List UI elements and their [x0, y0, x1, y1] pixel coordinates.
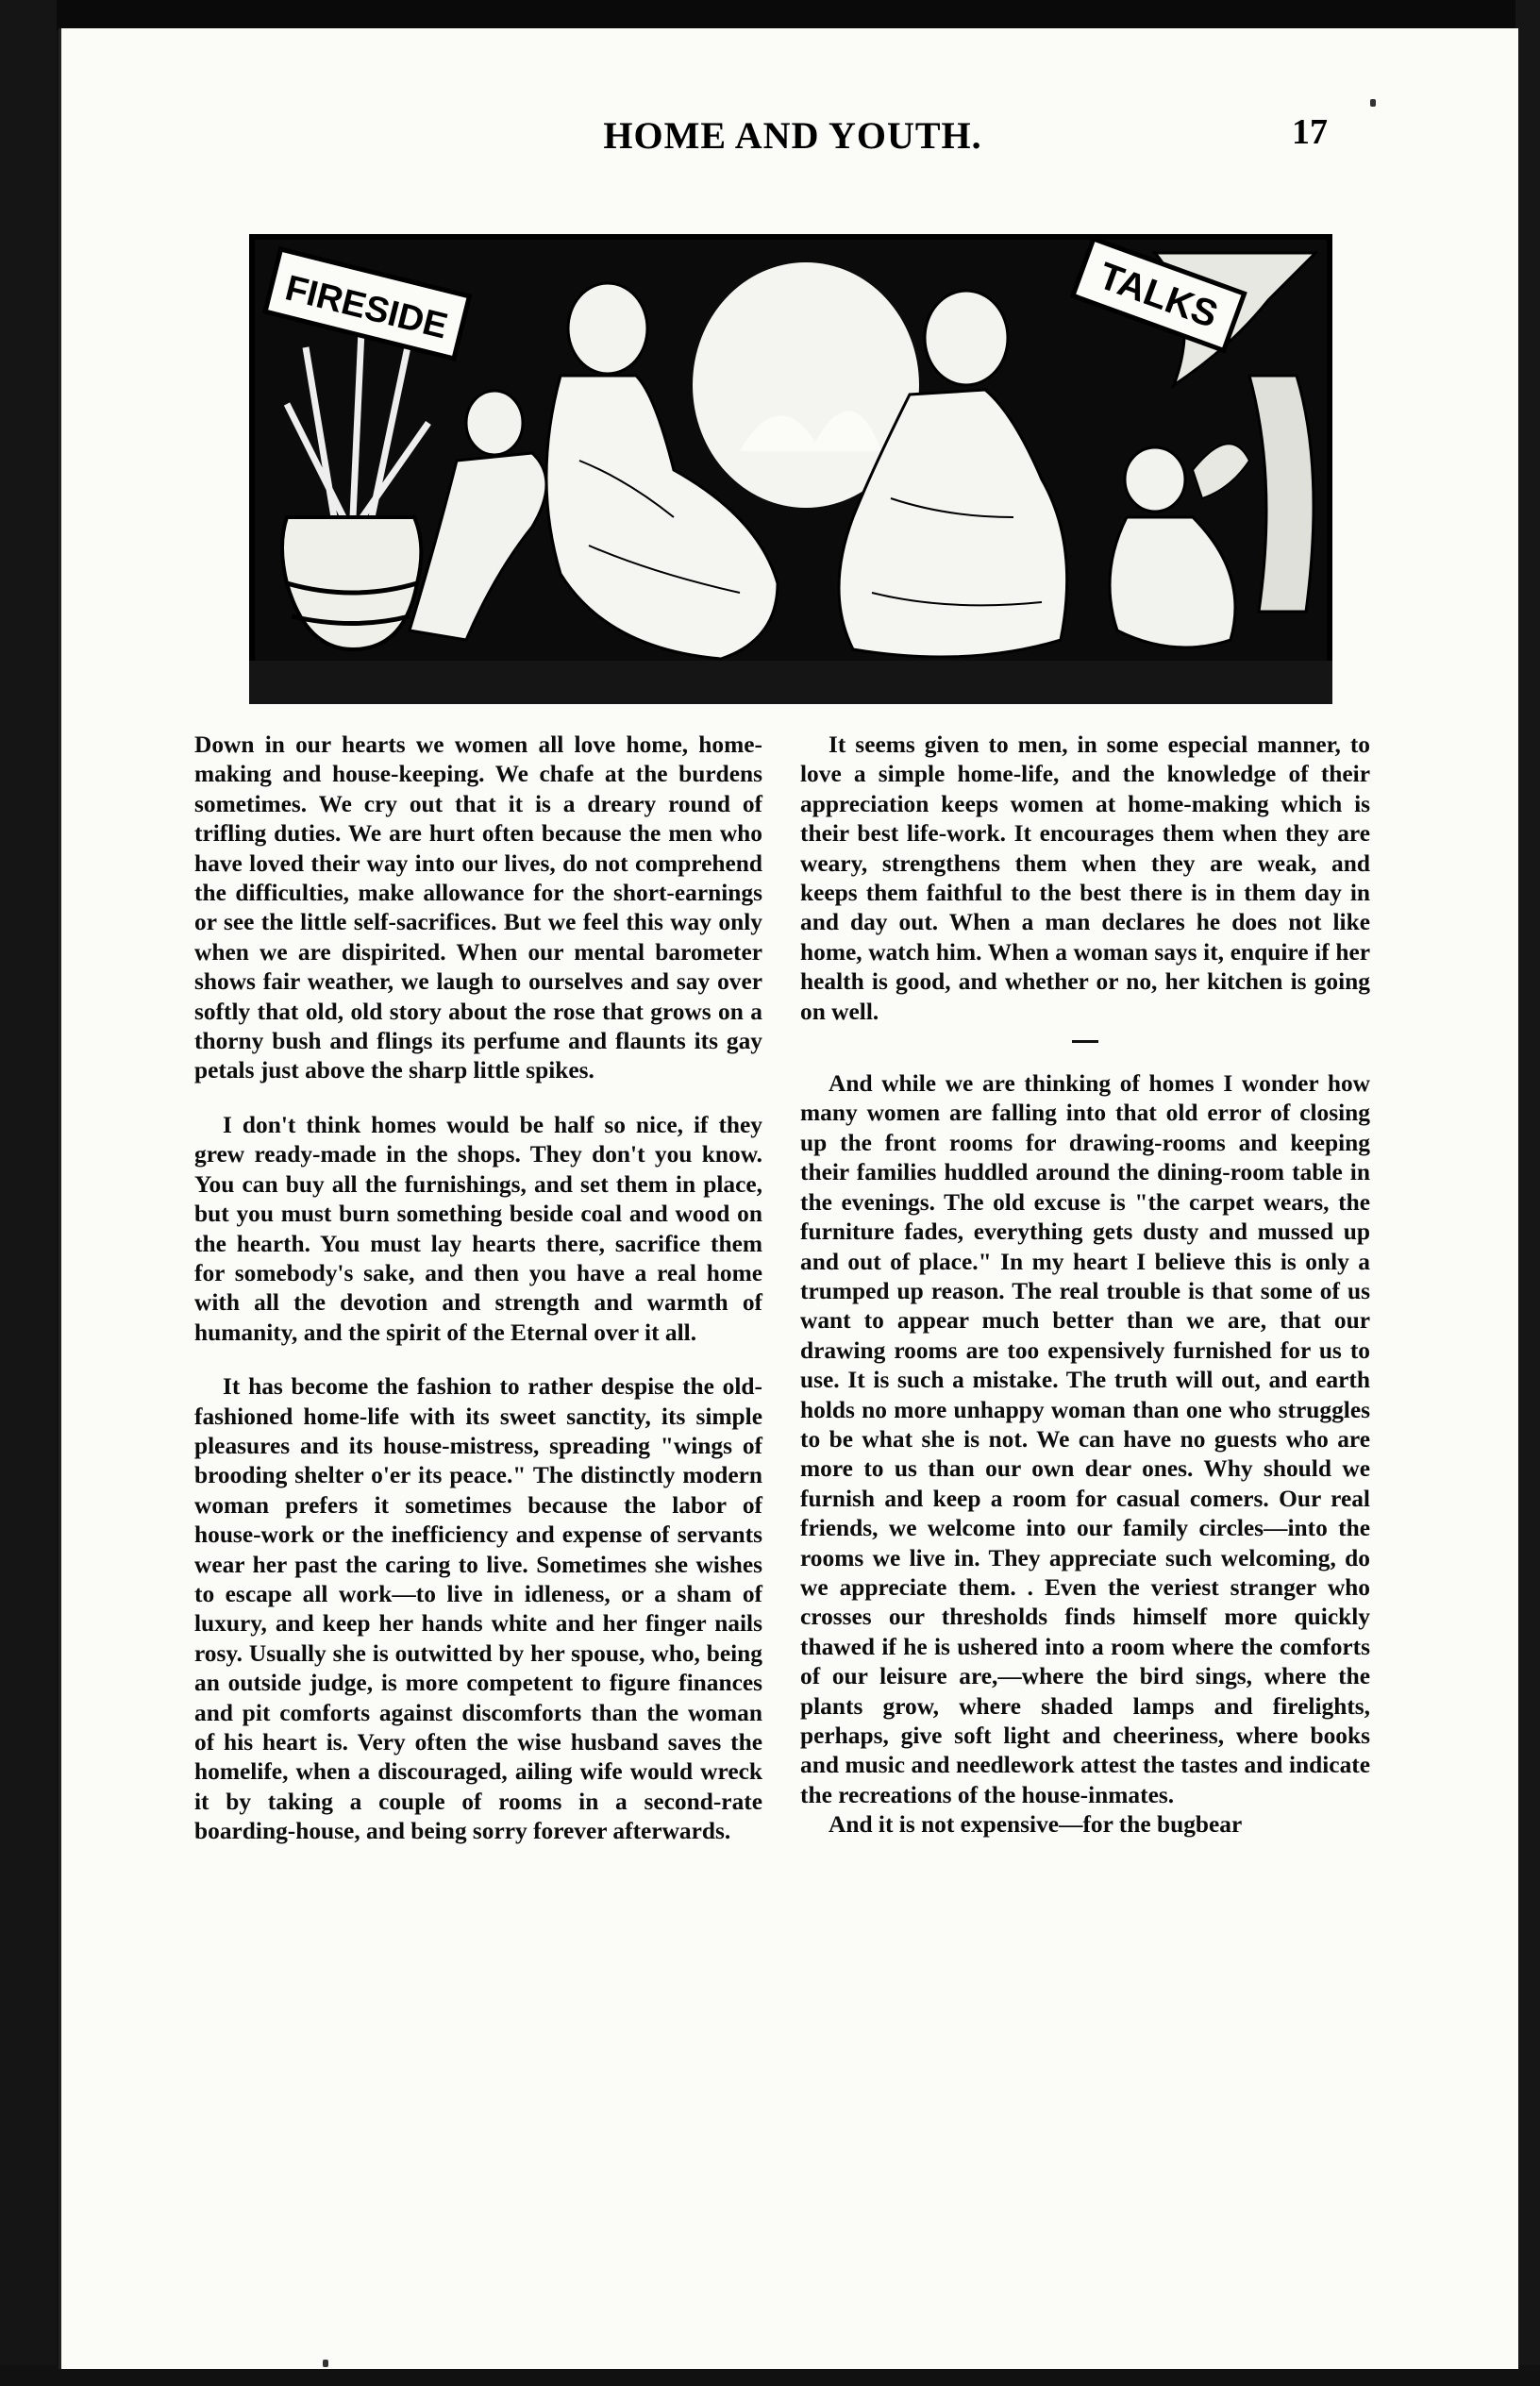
scan-speck	[1370, 99, 1376, 107]
right-column	[800, 731, 1370, 1865]
fireside-talks-illustration	[249, 234, 1332, 704]
talks-sign-text: TALKS	[1093, 255, 1224, 337]
right-paragraph-3: And it is not expensive—for the bugbear	[829, 1811, 1243, 1839]
right-paragraph-2: And while we are thinking of homes I wonder how many women are falling into that old error of closing up the front rooms for drawing-rooms and keeping their families huddled around the dining-room table in the evenings. The old excuse is "the carpet wears, the furniture fades, everything gets dusty and mussed up and out of place." In my heart I believe this is only a trumped up reason. The real trouble is that some of us want to appear much better than we are, that our drawing rooms are too expensively furnished for us to use. It is such a mistake. The truth will out, and earth holds no more unhappy woman than one who struggles to be what she is not. We can have no guests who are more to us than our own dear ones. Why should we furnish and keep a room for casual comers. Our real friends, we welcome into our family circles—into the rooms we live in. They appreciate such welcoming, do we appreciate them. . Even the veriest stranger who crosses our thresholds finds himself more quickly thawed if he is ushered into a room where the comforts of our leisure are,—where the bird sings, where the plants grow, where shaded lamps and firelights, perhaps, give soft light and cheeriness, where books and music and needlework attest the tastes and indicate the recreations of the house-inmates.	[800, 1070, 1370, 1808]
right-paragraph-1: It seems given to men, in some especial manner, to love a simple home-life, and the knowledge of their appreciation keeps women at home-making which is their best life-work. It encourages them when they are weary, strengthens them when they are weak, and keeps them faithful to the best there is in them day in and day out. When a man declares he does not like home, watch him. When a woman says it, enquire if her health is good, and whether or no, her kitchen is going on well.	[800, 731, 1370, 1025]
scan-top-border	[0, 0, 1540, 30]
section-divider	[1072, 1040, 1098, 1043]
running-header: HOME AND YOUTH.	[603, 114, 982, 157]
left-paragraph-3: It has become the fashion to rather despise the old-fashioned home-life with its sweet sanctity, its simple pleasures and its house-mistress, spreading "wings of brooding shelter o'er its peace." The distinctly modern woman prefers it sometimes because the labor of house-work or the inefficiency and expense of servants wear her past the caring to live. Sometimes she wishes to escape all work—to live in idleness, or a sham of luxury, and keep her hands white and her finger nails rosy. Usually she is outwitted by her spouse, who, being an outside judge, is more competent to figure finances and pit comforts against discomforts than the woman of his heart is. Very often the wise husband saves the homelife, when a discouraged, ailing wife would wreck it by taking a couple of rooms in a second-rate boarding-house, and being sorry forever afterwards.	[194, 1373, 762, 1845]
fireside-sign-text: FIRESIDE	[281, 268, 452, 347]
left-paragraph-1: Down in our hearts we women all love home, home-making and house-keeping. We chafe at the burdens sometimes. We cry out that it is a dreary round of trifling duties. We are hurt often because the men who have loved their way into our lives, do not comprehend the difficulties, make allowance for the short-earnings or see the little self-sacrifices. But we feel this way only when we are dispirited. When our mental barometer shows fair weather, we laugh to ourselves and say over softly that old, old story about the rose that grows on a thorny bush and flings its perfume and flaunts its gay petals just above the sharp little spikes.	[194, 731, 762, 1084]
left-column	[194, 731, 762, 1872]
left-paragraph-2: I don't think homes would be half so nice, if they grew ready-made in the shops. They don't you know. You can buy all the furnishings, and set them in place, but you must burn something beside coal and wood on the hearth. You must lay hearts there, sacrifice them for somebody's sake, and then you have a real home with all the devotion and strength and warmth of humanity, and the spirit of the Eternal over it all.	[194, 1111, 762, 1346]
scan-right-border	[1515, 0, 1540, 2386]
scan-left-border	[0, 0, 57, 2386]
page-number: 17	[1292, 112, 1328, 152]
scan-speck	[323, 2360, 328, 2367]
